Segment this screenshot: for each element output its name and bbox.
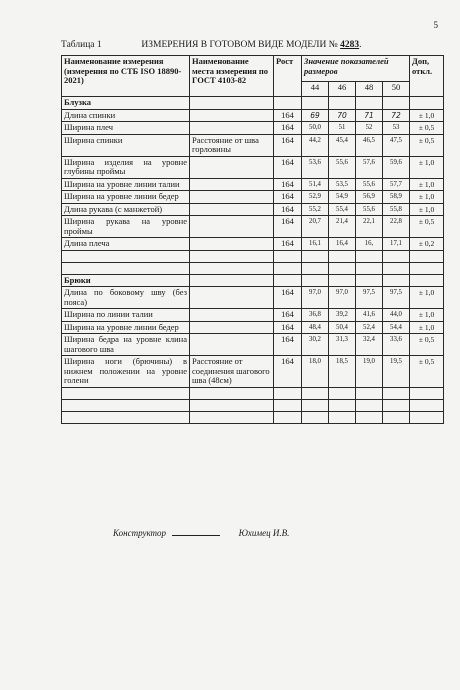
tolerance-value: ± 0,5 [410,134,444,156]
size-50-value: 17,1 [383,238,410,251]
size-50-value: 33,6 [383,334,410,356]
tolerance-value: ± 1,0 [410,287,444,309]
growth-value: 164 [274,134,302,156]
table-row [62,287,444,309]
size-50: 50 [383,82,410,97]
table-title: ИЗМЕРЕНИЯ В ГОТОВОМ ВИДЕ МОДЕЛИ № [141,40,338,50]
size-46-value: 51 [329,122,356,135]
size-48-value: 19,0 [356,356,383,388]
table-row [62,309,444,322]
tolerance-value: ± 0,5 [410,122,444,135]
size-46-value: 53,5 [329,178,356,191]
measure-name: Ширина ноги (брючины) в нижнем положении на уровне голени [62,356,190,388]
header-name: Наименование измерения (измерения по СТБ ISO 18890-2021) [62,56,190,97]
growth-value: 164 [274,178,302,191]
size-44-value: 97,0 [302,287,329,309]
measure-name: Ширина спинки [62,134,190,156]
tolerance-value: ± 0,2 [410,238,444,251]
table-row [62,321,444,334]
size-50-value: 22,8 [383,216,410,238]
tolerance-value: ± 0,5 [410,356,444,388]
size-46-value: 97,0 [329,287,356,309]
growth-value: 164 [274,356,302,388]
section-trousers: Брюки [62,274,190,287]
measure-name: Ширина на уровне линии бедер [62,321,190,334]
measure-name: Ширина на уровне линии бедер [62,191,190,204]
table-row [62,203,444,216]
measure-place [190,321,274,334]
size-48-value: 57,6 [356,156,383,178]
blank-row [62,262,444,274]
size-50-value: 19,5 [383,356,410,388]
size-44-value: 18,0 [302,356,329,388]
table-row [62,122,444,135]
size-44-value: 55,2 [302,203,329,216]
growth-value: 164 [274,334,302,356]
tolerance-value: ± 1,0 [410,191,444,204]
size-50-value: 53 [383,122,410,135]
size-46-value: 55,6 [329,156,356,178]
tolerance-value: ± 1,0 [410,321,444,334]
size-48-value: 22,1 [356,216,383,238]
size-44-value: 44,2 [302,134,329,156]
size-46-value: 31,3 [329,334,356,356]
measure-place [190,109,274,122]
size-50-value: 47,5 [383,134,410,156]
measure-place: Расстояние от шва горловины [190,134,274,156]
measure-place [190,191,274,204]
table-row [62,356,444,388]
size-44-value: 52,9 [302,191,329,204]
size-48-value: 52,4 [356,321,383,334]
size-48-value: 55,6 [356,203,383,216]
blank-row [62,399,444,411]
growth-value: 164 [274,287,302,309]
size-44-value: 48,4 [302,321,329,334]
tolerance-value: ± 0,5 [410,216,444,238]
size-44-value: 36,8 [302,309,329,322]
size-46-value: 39,2 [329,309,356,322]
section-row [62,97,444,110]
size-48-value: 56,9 [356,191,383,204]
size-50-value: 97,5 [383,287,410,309]
growth-value: 164 [274,309,302,322]
measure-place [190,122,274,135]
measure-place [190,216,274,238]
table-row [62,191,444,204]
section-row [62,274,444,287]
measure-name: Длина рукава (с манжетой) [62,203,190,216]
growth-value: 164 [274,321,302,334]
measure-place [190,238,274,251]
model-number: 4283 [340,40,360,50]
size-48-value: 32,4 [356,334,383,356]
size-48-value: 41,6 [356,309,383,322]
tolerance-value: ± 1,0 [410,156,444,178]
tolerance-value: ± 1,0 [410,109,444,122]
measurements-table [61,55,444,424]
size-48-value: 55,6 [356,178,383,191]
growth-value: 164 [274,156,302,178]
table-row [62,109,444,122]
measure-name: Ширина изделия на уровне глубины проймы [62,156,190,178]
measure-name: Ширина бедра на уровне клина шагового шва [62,334,190,356]
size-48-value: 71 [356,109,383,122]
growth-value: 164 [274,122,302,135]
size-44-value: 53,6 [302,156,329,178]
table-row [62,156,444,178]
signature-block [113,528,289,538]
tolerance-value: ± 1,0 [410,309,444,322]
size-46-value: 21,4 [329,216,356,238]
table-row [62,178,444,191]
size-44-value: 16,1 [302,238,329,251]
header-place: Наименование места измерения по ГОСТ 4103-82 [190,56,274,97]
size-48-value: 16, [356,238,383,251]
measure-place [190,309,274,322]
size-50-value: 58,9 [383,191,410,204]
size-48-value: 46,5 [356,134,383,156]
size-46-value: 50,4 [329,321,356,334]
measure-place [190,203,274,216]
page-number: 5 [433,20,438,30]
size-44-value: 30,2 [302,334,329,356]
signature-name: Юхимец И.В. [238,528,290,538]
blank-row [62,411,444,423]
measure-name: Длина по боковому шву (без пояса) [62,287,190,309]
header-row [62,56,444,82]
size-44-value: 50,0 [302,122,329,135]
size-46-value: 18,5 [329,356,356,388]
measure-name: Ширина по линии талии [62,309,190,322]
measure-name: Ширина на уровне линии талии [62,178,190,191]
measure-name: Ширина плеч [62,122,190,135]
section-blouse: Блузка [62,97,190,110]
table-row [62,334,444,356]
size-48: 48 [356,82,383,97]
size-46-value: 55,4 [329,203,356,216]
measure-name: Ширина рукава на уровне проймы [62,216,190,238]
table-row [62,216,444,238]
size-50-value: 57,7 [383,178,410,191]
measure-place [190,334,274,356]
measure-name: Длина плеча [62,238,190,251]
growth-value: 164 [274,238,302,251]
size-44-value: 51,4 [302,178,329,191]
header-sizes-title: Значение показателей размеров [302,56,410,82]
size-46-value: 70 [329,109,356,122]
size-44-value: 69 [302,109,329,122]
size-48-value: 97,5 [356,287,383,309]
title-dot: . [359,40,362,50]
size-50-value: 72 [383,109,410,122]
growth-value: 164 [274,216,302,238]
measure-place [190,287,274,309]
size-46-value: 54,9 [329,191,356,204]
size-50-value: 44,0 [383,309,410,322]
signature-role: Конструктор [113,528,167,538]
measure-place [190,156,274,178]
size-46-value: 45,4 [329,134,356,156]
header-tolerance: Доп, откл. [410,56,444,97]
size-46: 46 [329,82,356,97]
size-44: 44 [302,82,329,97]
size-50-value: 59,6 [383,156,410,178]
table-number: Таблица 1 [61,40,102,50]
growth-value: 164 [274,191,302,204]
blank-row [62,387,444,399]
growth-value: 164 [274,203,302,216]
size-50-value: 54,4 [383,321,410,334]
growth-value: 164 [274,109,302,122]
table-row [62,238,444,251]
tolerance-value: ± 1,0 [410,178,444,191]
tolerance-value: ± 0,5 [410,334,444,356]
tolerance-value: ± 1,0 [410,203,444,216]
table-caption [61,40,441,50]
measure-name: Длина спинки [62,109,190,122]
measure-place [190,178,274,191]
header-growth: Рост [274,56,302,97]
size-46-value: 16,4 [329,238,356,251]
signature-line [172,535,220,536]
blank-row [62,250,444,262]
size-44-value: 20,7 [302,216,329,238]
size-50-value: 55,8 [383,203,410,216]
table-row [62,134,444,156]
size-48-value: 52 [356,122,383,135]
measure-place: Расстояние от соединения шагового шва (48см) [190,356,274,388]
